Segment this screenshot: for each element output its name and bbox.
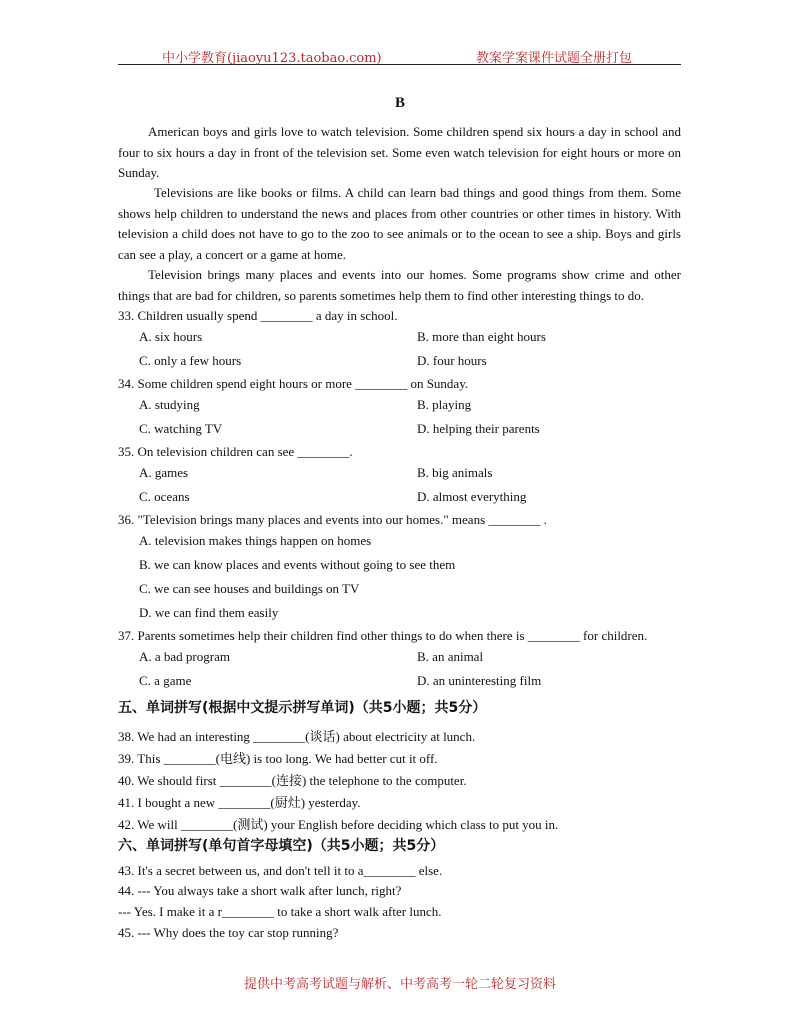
question-36-option-b: B. we can know places and events without going to see them bbox=[139, 557, 456, 572]
question-36-stem: 36. "Television brings many places and events into our homes." means ________ . bbox=[118, 512, 547, 527]
passage-paragraph-2: Televisions are like books or films. A child can learn bad things and good things from them. Some shows help children to understand the news and places from other countries or other times in history. With television a child does not have to go to the zoo to see animals or to the ocean to see a ship. Boys and girls can see a play, a concert or a game at home. bbox=[118, 185, 681, 262]
question-34-option-d: D. helping their parents bbox=[417, 421, 540, 436]
question-41: 41. I bought a new ________(厨灶) yesterday. bbox=[118, 795, 361, 810]
section-5-title: 五、单词拼写(根据中文提示拼写单词)（共5小题；共5分） bbox=[118, 700, 487, 716]
passage-paragraph-1: American boys and girls love to watch television. Some children spend six hours a day in school and four to six hours a day in front of the television set. Some even watch television for eight hours or more on Sunday. bbox=[118, 124, 681, 180]
header-right-text: 教案学案课件试题全册打包 bbox=[476, 51, 633, 66]
question-35-option-b: B. big animals bbox=[417, 465, 493, 480]
section-letter: B bbox=[394, 95, 405, 111]
question-34-stem: 34. Some children spend eight hours or more ________ on Sunday. bbox=[118, 376, 469, 391]
question-37-stem: 37. Parents sometimes help their children find other things to do when there is ________ for children. bbox=[118, 628, 648, 643]
page-footer: 提供中考高考试题与解析、中考高考一轮二轮复习资料 bbox=[243, 977, 556, 992]
question-37-option-d: D. an uninteresting film bbox=[417, 673, 542, 688]
question-37-option-c: C. a game bbox=[139, 673, 192, 688]
question-35-option-a: A. games bbox=[139, 465, 189, 480]
question-36-option-d: D. we can find them easily bbox=[139, 605, 279, 620]
question-45: 45. --- Why does the toy car stop running? bbox=[118, 925, 339, 940]
question-34-option-c: C. watching TV bbox=[139, 421, 223, 436]
header-left-text: 中小学教育(jiaoyu123.taobao.com) bbox=[162, 51, 382, 66]
passage-paragraph-3: Television brings many places and events into our homes. Some programs show crime and other things that are bad for children, so parents sometimes help them to find other interesting things to do. bbox=[118, 267, 681, 303]
question-35-option-c: C. oceans bbox=[139, 489, 190, 504]
question-36-option-c: C. we can see houses and buildings on TV bbox=[139, 581, 360, 596]
question-43: 43. It's a secret between us, and don't tell it to a________ else. bbox=[118, 863, 443, 878]
question-37-option-b: B. an animal bbox=[417, 649, 484, 664]
question-35-option-d: D. almost everything bbox=[417, 489, 527, 504]
question-34-option-b: B. playing bbox=[417, 397, 472, 412]
page-header bbox=[118, 44, 681, 65]
question-33-stem: 33. Children usually spend ________ a day in school. bbox=[118, 308, 398, 323]
question-33-option-a: A. six hours bbox=[139, 329, 203, 344]
question-36-option-a: A. television makes things happen on homes bbox=[139, 533, 372, 548]
question-33-option-d: D. four hours bbox=[417, 353, 487, 368]
question-39: 39. This ________(电线) is too long. We had better cut it off. bbox=[118, 751, 438, 766]
question-33-option-b: B. more than eight hours bbox=[417, 329, 546, 344]
question-37-option-a: A. a bad program bbox=[139, 649, 230, 664]
section-6-title: 六、单词拼写(单句首字母填空)（共5小题；共5分） bbox=[118, 838, 445, 854]
question-44-response: --- Yes. I make it a r________ to take a short walk after lunch. bbox=[118, 904, 442, 919]
question-44: 44. --- You always take a short walk after lunch, right? bbox=[118, 883, 402, 898]
question-40: 40. We should first ________(连接) the telephone to the computer. bbox=[118, 773, 467, 788]
question-34-option-a: A. studying bbox=[139, 397, 200, 412]
question-38: 38. We had an interesting ________(谈话) about electricity at lunch. bbox=[118, 729, 476, 744]
question-35-stem: 35. On television children can see ________. bbox=[118, 444, 353, 459]
question-33-option-c: C. only a few hours bbox=[139, 353, 242, 368]
question-42: 42. We will ________(测试) your English before deciding which class to put you in. bbox=[118, 817, 559, 832]
